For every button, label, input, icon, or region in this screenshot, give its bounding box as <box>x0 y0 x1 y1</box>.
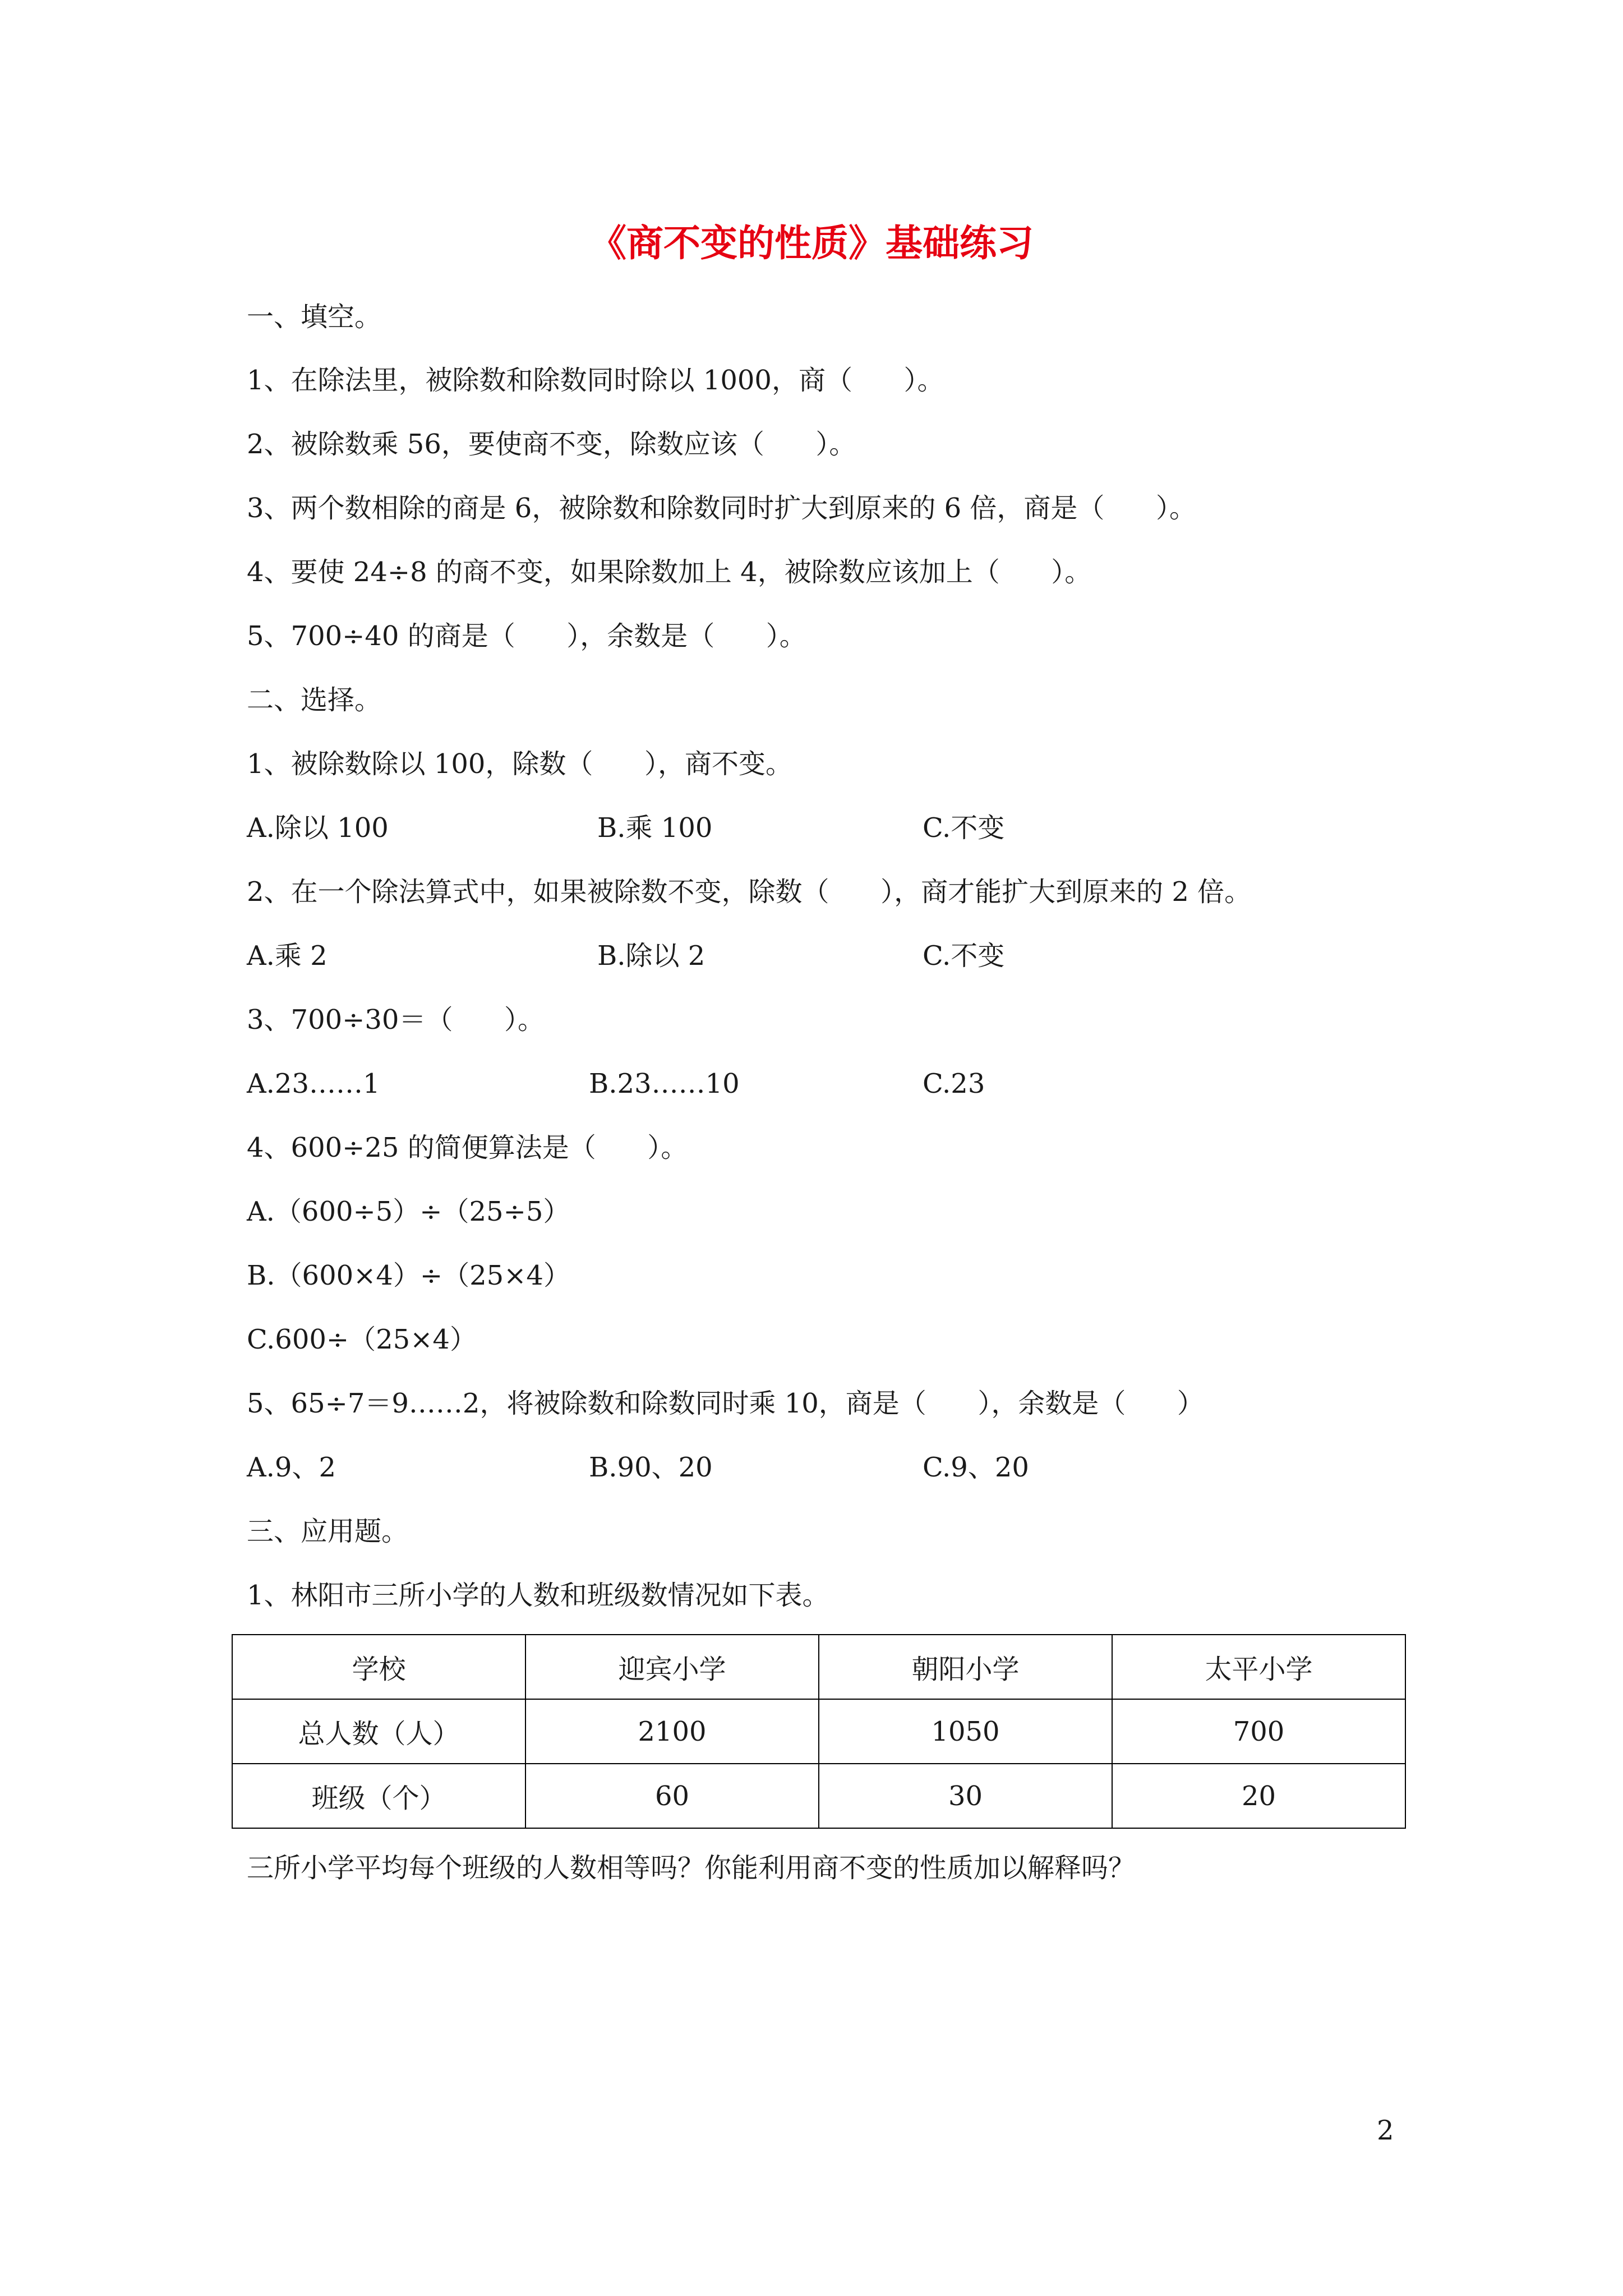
choice-5-option-c: C.9、20 <box>923 1452 1029 1483</box>
table-header-row <box>232 1635 1405 1699</box>
table-cell: 班级（个） <box>232 1764 525 1828</box>
table-header-cell: 学校 <box>232 1635 525 1699</box>
choice-1-option-b: B.乘 100 <box>597 812 713 844</box>
choice-question-2: 2、在一个除法算式中，如果被除数不变，除数（ ），商才能扩大到原来的 2 倍。 <box>247 876 1252 908</box>
table-cell: 60 <box>525 1764 819 1828</box>
choice-1-option-a: A.除以 100 <box>247 812 389 844</box>
choice-question-5: 5、65÷7＝9……2，将被除数和除数同时乘 10，商是（ ），余数是（ ） <box>247 1388 1204 1419</box>
choice-4-option-a: A.（600÷5）÷（25÷5） <box>247 1196 570 1227</box>
choice-4-option-b: B.（600×4）÷（25×4） <box>247 1260 570 1291</box>
table-row <box>232 1764 1405 1828</box>
choice-5-option-a: A.9、2 <box>247 1452 336 1483</box>
choice-3-option-c: C.23 <box>923 1068 985 1099</box>
choice-2-option-b: B.除以 2 <box>597 940 706 972</box>
choice-question-3: 3、700÷30＝（ ）。 <box>247 1004 545 1036</box>
table-header-cell: 朝阳小学 <box>819 1635 1112 1699</box>
choice-1-option-c: C.不变 <box>923 812 1005 844</box>
page-number: 2 <box>1377 2115 1394 2146</box>
fill-blank-item-4: 4、要使 24÷8 的商不变，如果除数加上 4，被除数应该加上（ ）。 <box>247 556 1092 588</box>
choice-5-option-b: B.90、20 <box>589 1452 713 1483</box>
table-header-cell: 迎宾小学 <box>525 1635 819 1699</box>
choice-question-1: 1、被除数除以 100，除数（ ），商不变。 <box>247 748 792 780</box>
table-cell: 2100 <box>525 1699 819 1764</box>
page-title: 《商不变的性质》基础练习 <box>589 222 1034 265</box>
table-header-cell: 太平小学 <box>1112 1635 1405 1699</box>
table-cell: 20 <box>1112 1764 1405 1828</box>
fill-blank-item-3: 3、两个数相除的商是 6，被除数和除数同时扩大到原来的 6 倍，商是（ ）。 <box>247 493 1196 524</box>
table-cell: 总人数（人） <box>232 1699 525 1764</box>
application-question-1: 1、林阳市三所小学的人数和班级数情况如下表。 <box>247 1580 829 1611</box>
choice-3-option-b: B.23……10 <box>589 1068 740 1099</box>
table-cell: 700 <box>1112 1699 1405 1764</box>
table-row <box>232 1699 1405 1764</box>
table-cell: 1050 <box>819 1699 1112 1764</box>
fill-blank-item-2: 2、被除数乘 56，要使商不变，除数应该（ ）。 <box>247 429 856 460</box>
choice-4-option-c: C.600÷（25×4） <box>247 1324 477 1355</box>
school-data-table <box>232 1634 1406 1829</box>
section-heading-fill-blank: 一、填空。 <box>247 301 382 333</box>
table-cell: 30 <box>819 1764 1112 1828</box>
choice-3-option-a: A.23……1 <box>247 1068 380 1099</box>
fill-blank-item-5: 5、700÷40 的商是（ ），余数是（ ）。 <box>247 620 806 652</box>
fill-blank-item-1: 1、在除法里，被除数和除数同时除以 1000，商（ ）。 <box>247 365 944 396</box>
section-heading-application: 三、应用题。 <box>247 1516 409 1547</box>
choice-2-option-c: C.不变 <box>923 940 1005 972</box>
application-question-text: 三所小学平均每个班级的人数相等吗？你能利用商不变的性质加以解释吗？ <box>247 1852 1136 1884</box>
choice-2-option-a: A.乘 2 <box>247 940 328 972</box>
choice-question-4: 4、600÷25 的简便算法是（ ）。 <box>247 1132 688 1163</box>
section-heading-choice: 二、选择。 <box>247 684 382 716</box>
